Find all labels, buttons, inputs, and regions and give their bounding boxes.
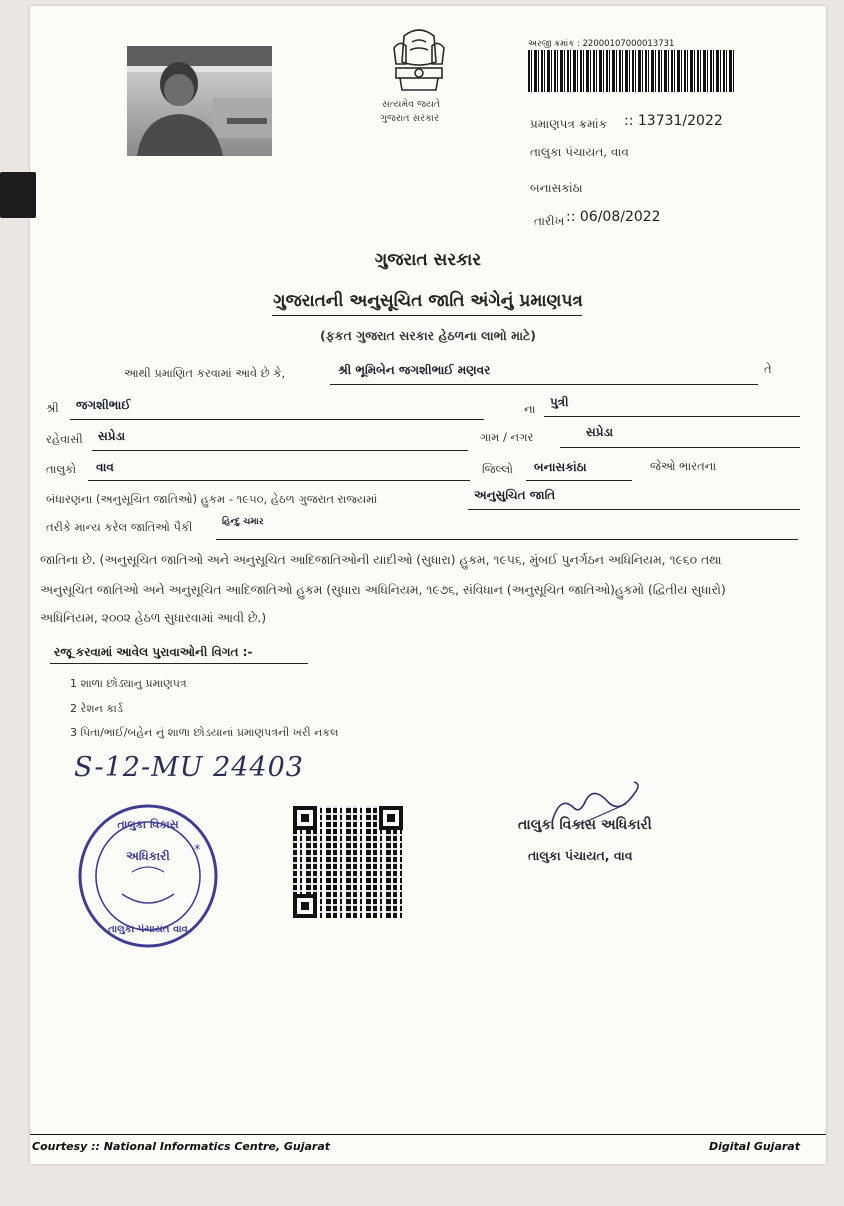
taluka-underline bbox=[88, 480, 470, 481]
title-underline bbox=[272, 315, 582, 316]
issuing-office: તાલુકા પંચાયત, વાવ bbox=[530, 145, 629, 159]
svg-text:*: * bbox=[194, 843, 201, 858]
evidence-item bbox=[70, 703, 123, 714]
stamp-center-text: અધિકારી bbox=[126, 849, 170, 863]
handwritten-note: S-12-MU 24403 bbox=[74, 752, 304, 783]
round-seal-icon bbox=[76, 802, 220, 950]
resident-underline bbox=[92, 450, 468, 451]
application-number: અરજી ક્રમાંક : 22000107000013731 bbox=[528, 39, 675, 49]
certificate-number: :: 13731/2022 bbox=[624, 113, 723, 129]
district-label: જિલ્લો bbox=[482, 462, 514, 476]
issuing-district: બનાસકાંઠા bbox=[530, 181, 583, 195]
relation: પુત્રી bbox=[550, 395, 569, 409]
legal-paragraph-line-2: અનુસૂચિત જાતિઓ અને અનુસૂચિત આદિજાતિઓ હુકમ (સુધારા અધિનિયમ, ૧૯૭૬, સંવિધાન (અનુસૂચિત જાતિઓ)હુકમો (દ્વિતીય સુધારો) bbox=[40, 583, 726, 597]
intro-suffix: તે bbox=[764, 362, 772, 376]
date-label: તારીખ bbox=[534, 214, 565, 228]
signatory-designation: તાલુકા વિકાસ અધિકારી bbox=[518, 817, 652, 833]
caste-underline bbox=[216, 539, 798, 540]
certificate-page bbox=[30, 6, 826, 1164]
evidence-item-text: શાળા છોડ્યાનુ પ્રમાણપત્ર bbox=[80, 677, 187, 690]
evidence-item bbox=[70, 678, 187, 689]
footer-brand: Digital Gujarat bbox=[709, 1140, 800, 1153]
lion-capital-emblem-icon bbox=[376, 24, 462, 96]
binder-clip bbox=[0, 172, 36, 218]
evidence-item-number: 1 bbox=[70, 677, 77, 690]
stamp-bottom-text: તાલુકા પંચાયત વાવ bbox=[108, 924, 188, 935]
resident-label: રહેવાસી bbox=[46, 432, 83, 446]
taluka-label: તાલુકો bbox=[46, 462, 77, 476]
qr-code bbox=[293, 806, 403, 918]
evidence-item-text: રેશન કાર્ડ bbox=[80, 702, 123, 715]
certificate-subtitle: (ફકત ગુજરાત સરકાર હેઠળના લાભો માટે) bbox=[319, 328, 536, 343]
intro-label: આથી પ્રમાણિત કરવામાં આવે છે કે, bbox=[124, 366, 286, 380]
evidence-heading-underline bbox=[50, 663, 308, 664]
resident-place: સપ્રેડા bbox=[98, 429, 126, 443]
issue-date: :: 06/08/2022 bbox=[566, 209, 661, 225]
applicant-photo bbox=[127, 46, 272, 156]
order-text: બંધારણના (અનુસૂચિત જાતિઓ) હુકમ - ૧૯૫૦, હેઠળ ગુજરાત રાજ્યમાં bbox=[46, 492, 378, 506]
father-underline bbox=[70, 419, 484, 420]
emblem-motto: સત્યમેવ જયતે bbox=[382, 99, 441, 110]
certificate-number-label: પ્રમાણપત્ર ક્રમાંક bbox=[530, 117, 608, 131]
signatory-office: તાલુકા પંચાયત, વાવ bbox=[528, 848, 633, 863]
caste: હિન્દુ ચમાર bbox=[222, 517, 264, 527]
evidence-item-text: પિતા/ભાઈ/બહેન નું શાળા છોડયાનાં પ્રમાણપત્રની ખરી નકલ bbox=[80, 726, 339, 739]
barcode bbox=[528, 50, 736, 92]
name-underline bbox=[330, 384, 758, 385]
emblem-org: ગુજરાત સરકાર bbox=[380, 113, 440, 124]
evidence-item-number: 3 bbox=[70, 726, 77, 739]
government-title: ગુજરાત સરકાર bbox=[374, 250, 482, 270]
taluka: વાવ bbox=[96, 460, 114, 474]
legal-paragraph-line-3: અધિનિયમ, ૨૦૦૨ હેઠળ સુધારવામાં આવી છે.) bbox=[40, 611, 267, 625]
legal-paragraph-line-1: જાતિના છે. (અનુસૂચિત જાતિઓ અને અનુસૂચિત આદિજાતિઓની યાદીઓ (સુધારા) હુકમ, ૧૯૫૬, મુંબઈ પુનર્ગઠન અધિનિયમ, ૧૯૬૦ તથા bbox=[40, 553, 722, 567]
person-silhouette-icon bbox=[127, 46, 272, 156]
holder-name: શ્રી ભૂમિબેન જગશીભાઈ મણવર bbox=[338, 363, 491, 377]
evidence-item bbox=[70, 727, 338, 738]
village-label: ગામ / નગર bbox=[480, 430, 534, 444]
category-underline bbox=[468, 509, 800, 510]
stamp-top-text: તાલુકા વિકાસ bbox=[117, 818, 179, 831]
district-underline bbox=[526, 480, 632, 481]
state-emblem bbox=[376, 24, 462, 128]
relation-underline bbox=[544, 416, 800, 417]
footer bbox=[30, 1134, 826, 1161]
certificate-title: ગુજરાતની અનુસૂચિત જાતિ અંગેનું પ્રમાણપત્ર bbox=[273, 291, 583, 311]
india-label: જેઓ ભારતના bbox=[650, 459, 717, 473]
footer-courtesy: Courtesy :: National Informatics Centre, Gujarat bbox=[32, 1140, 331, 1153]
na-label: ના bbox=[524, 402, 536, 416]
village: સપ્રેડા bbox=[586, 425, 614, 439]
official-stamp bbox=[76, 802, 220, 950]
evidence-heading: રજૂ કરવામાં આવેલ પુરાવાઓની વિગત :- bbox=[54, 645, 253, 659]
village-underline bbox=[560, 447, 800, 448]
category: અનુસુચિત જાતિ bbox=[474, 488, 556, 502]
recognized-label: તરીકે માન્ય કરેલ જાતિઓ પૈકી bbox=[46, 520, 193, 534]
shri-label: શ્રી bbox=[46, 401, 59, 415]
district: બનાસકાંઠા bbox=[534, 460, 587, 474]
father-name: જગશીભાઈ bbox=[76, 398, 131, 412]
evidence-item-number: 2 bbox=[70, 702, 77, 715]
